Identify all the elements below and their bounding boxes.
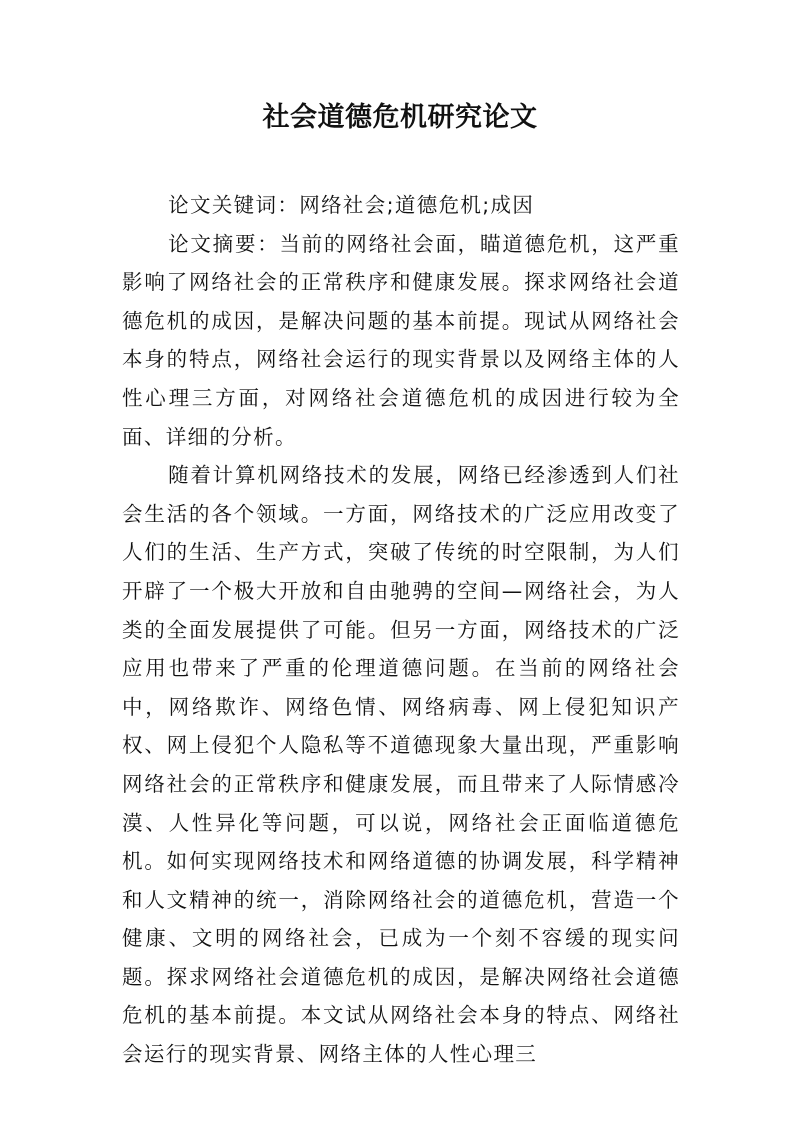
keywords-paragraph: 论文关键词：网络社会;道德危机;成因 — [168, 193, 535, 217]
document-title: 社会道德危机研究论文 — [262, 102, 538, 133]
document-body — [122, 186, 680, 1074]
abstract-paragraph: 论文摘要：当前的网络社会面，瞄道德危机，这严重影响了网络社会的正常秩序和健康发展。探求网络社会道德危机的成因，是解决问题的基本前提。现试从网络社会本身的特点，网络社会运行的现实背景以及网络主体的人性心理三方面，对网络社会道德危机的成因进行较为全面、详细的分析。 — [122, 231, 680, 449]
body-paragraph: 随着计算机网络技术的发展，网络已经渗透到人们社会生活的各个领域。一方面，网络技术的广泛应用改变了人们的生活、生产方式，突破了传统的时空限制，为人们开辟了一个极大开放和自由驰骋的空间—网络社会，为人类的全面发展提供了可能。但另一方面，网络技术的广泛应用也带来了严重的伦理道德问题。在当前的网络社会中，网络欺诈、网络色情、网络病毒、网上侵犯知识产权、网上侵犯个人隐私等不道德现象大量出现，严重影响网络社会的正常秩序和健康发展，而且带来了人际情感冷漠、人性异化等问题，可以说，网络社会正面临道德危机。如何实现网络技术和网络道德的协调发展，科学精神和人文精神的统一，消除网络社会的道德危机，营造一个健康、文明的网络社会，已成为一个刻不容缓的现实问题。探求网络社会道德危机的成因，是解决网络社会道德危机的基本前提。本文试从网络社会本身的特点、网络社会运行的现实背景、网络主体的人性心理三 — [122, 463, 680, 1067]
